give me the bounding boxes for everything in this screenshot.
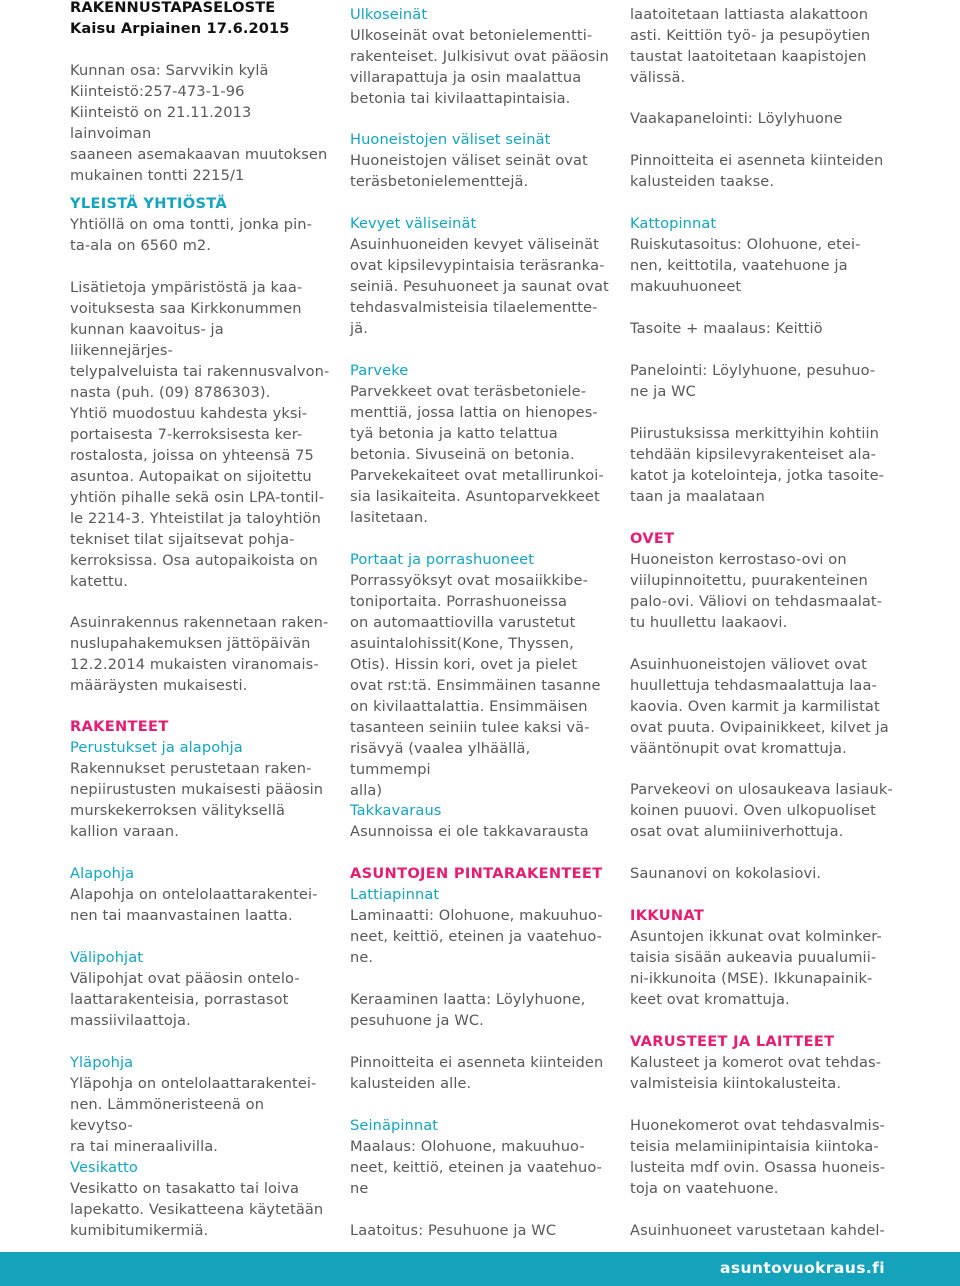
yleista-paragraph-2: Lisätietoja ympäristöstä ja kaa- voituksesta saa Kirkkonummen kunnan kaavoitus- ja liikennejärjes- telypalveluista tai rakennusvalvon- nasta (puh. (09) 8786303). [70,279,330,401]
ikkunat-paragraph-1: Asuntojen ikkunat ovat kolminker- taisia sisään aukeavia puualumii- ni-ikkunoita (MSE). Ikkunapainik- keet ovat kromattuja. [630,928,882,1008]
varusteet-paragraph-3: Asuinhuoneet varustetaan kahdel- [630,1222,885,1239]
valipohjat-text: Välipohjat ovat pääosin ontelo- laattarakenteisia, porrastasot massiivilaattoja. [70,970,300,1029]
ovet-paragraph-2: Asuinhuoneistojen väliovet ovat huullettuja tehdasmaalattuja laa- kaovia. Oven karmit ja karmilistat ovat puuta. Ovipainikkeet, kilvet ja vääntönupit ovat kromattuja. [630,656,889,757]
seinapinnat-paragraph-2: Laatoitus: Pesuhuone ja WC [350,1222,557,1239]
subheading-huoneistojen-seinat: Huoneistojen väliset seinät [350,131,551,148]
heading-varusteet: VARUSTEET JA LAITTEET [630,1033,835,1050]
yleista-paragraph-1: Yhtiöllä on oma tontti, jonka pin- ta-ala on 6560 m2. [70,216,313,254]
document-author-date: Kaisu Arpiainen 17.6.2015 [70,20,290,37]
subheading-seinapinnat: Seinäpinnat [350,1117,439,1134]
varusteet-paragraph-2: Huonekomerot ovat tehdasvalmis- teisia melamiinipintaisia kiintoka- lusteita mdf ovin. Osassa huoneis- toja on vaatehuone. [630,1117,886,1197]
kattopinnat-paragraph-4: Piirustuksissa merkittyihin kohtiin tehdään kipsilevyrakenteiset ala- katot ja kotelointeja, jotka tasoite- taan ja maalataan [630,425,885,505]
heading-ikkunat: IKKUNAT [630,907,705,924]
seinapinnat-paragraph-1: Maalaus: Olohuone, makuuhuo- neet, keittiö, eteinen ja vaatehuo- ne [350,1138,603,1197]
lattiapinnat-paragraph-2: Keraaminen laatta: Löylyhuone, pesuhuone ja WC. [350,991,586,1029]
kattopinnat-paragraph-1: Ruiskutasoitus: Olohuone, etei- nen, keittotila, vaatehuone ja makuuhuoneet [630,236,861,295]
parveke-text: Parvekkeet ovat teräsbetoniele- menttiä, jossa lattia on hienopes- tyä betonia ja katto telattua betonia. Sivuseinä on betonia. Parvekekaiteet ovat metallirunkoi- sia lasikaiteita. Asuntoparvekkeet lasitetaan. [350,383,604,526]
portaat-text: Porrassyöksyt ovat mosaiikkibe- toniportaita. Porrashuoneissa on automaattiovilla varustetut asuintalohissit(Kone, Thyssen, Otis). Hissin kori, ovet ja pielet ovat rst:tä. Ensimmäinen tasanne on kivilaattalattia. Ensimmäisen tasanteen seiniin tulee kaksi vä- risävyä (vaalea ylhäällä, tummempi alla) [350,572,601,799]
kattopinnat-paragraph-3: Panelointi: Löylyhuone, pesuhuo- ne ja WC [630,362,876,400]
huoneistojen-seinat-text: Huoneistojen väliset seinät ovat teräsbetonielementtejä. [350,152,588,190]
varusteet-paragraph-1: Kalusteet ja komerot ovat tehdas- valmisteisia kiintokalusteita. [630,1054,882,1092]
heading-ovet: OVET [630,530,675,547]
subheading-alapohja: Alapohja [70,865,135,882]
kevyet-valiseinat-text: Asuinhuoneiden kevyet väliseinät ovat kipsilevypintaisia teräsranka- seiniä. Pesuhuoneet ja saunat ovat tehdasvalmisteisia tilaelementte- jä. [350,236,609,337]
yleista-paragraph-4: Asuinrakennus rakennetaan raken- nuslupahakemuksen jättöpäivän 12.2.2014 mukaisten viranomais- määräysten mukaisesti. [70,614,329,694]
subheading-vesikatto: Vesikatto [70,1159,138,1176]
subheading-portaat: Portaat ja porrashuoneet [350,551,535,568]
lattiapinnat-paragraph-1: Laminaatti: Olohuone, makuuhuo- neet, keittiö, eteinen ja vaatehuo- ne. [350,907,603,966]
subheading-ulkoseinat: Ulkoseinät [350,6,428,23]
lattiapinnat-paragraph-3: Pinnoitteita ei asenneta kiinteiden kalusteiden alle. [350,1054,604,1092]
heading-yleista: YLEISTÄ YHTIÖSTÄ [70,195,227,212]
ovet-paragraph-4: Saunanovi on kokolasiovi. [630,865,822,882]
kattopinnat-paragraph-2: Tasoite + maalaus: Keittiö [630,320,823,337]
footer-bar [0,1252,960,1286]
subheading-ylapohja: Yläpohja [70,1054,134,1071]
yleista-paragraph-3: Yhtiö muodostuu kahdesta yksi- portaisesta 7-kerroksisesta ker- rostalosta, joissa on yhteensä 75 asuntoa. Autopaikat on sijoitettu yhtiön pihalle sekä osin LPA-tontil- le 2214-3. Yhteistilat ja taloyhtiön tekniset tilat sijaitsevat pohja- kerroksissa. Osa autopaikoista on katettu. [70,405,325,590]
subheading-lattiapinnat: Lattiapinnat [350,886,440,903]
document-title: RAKENNUSTAPASELOSTE [70,0,276,16]
subheading-valipohjat: Välipohjat [70,949,144,966]
ovet-paragraph-1: Huoneiston kerrostaso-ovi on viilupinnoitettu, puurakenteinen palo-ovi. Väliovi on tehdasmaalat- tu huullettu laakaovi. [630,551,883,631]
subheading-kevyet-valiseinat: Kevyet väliseinät [350,215,477,232]
seinapinnat-continued: laatoitetaan lattiasta alakattoon asti. Keittiön työ- ja pesupöytien taustat laatoitetaan kaapistojen välissä. [630,6,871,86]
alapohja-text: Alapohja on ontelolaattarakentei- nen tai maanvastainen laatta. [70,886,318,924]
vesikatto-text: Vesikatto on tasakatto tai loiva lapekatto. Vesikatteena käytetään kumibitumikermiä. [70,1180,324,1239]
property-info: Kunnan osa: Sarvvikin kylä Kiinteistö:257-473-1-96 Kiinteistö on 21.11.2013 lainvoiman saaneen asemakaavan muutoksen mukainen tontti 2215/1 [70,62,328,184]
vaakapanelointi-text: Vaakapanelointi: Löylyhuone [630,110,843,127]
heading-rakenteet: RAKENTEET [70,718,169,735]
ovet-paragraph-3: Parvekeovi on ulosaukeava lasiauk- koinen puuovi. Oven ulkopuoliset osat ovat alumiiniverhottuja. [630,781,893,840]
subheading-parveke: Parveke [350,362,409,379]
ylapohja-text: Yläpohja on ontelolaattarakentei- nen. Lämmöneristeenä on kevytso- ra tai mineraalivilla. [70,1075,317,1155]
takkavaraus-text: Asunnoissa ei ole takkavarausta [350,823,589,840]
subheading-kattopinnat: Kattopinnat [630,215,717,232]
subheading-perustukset: Perustukset ja alapohja [70,739,243,756]
footer-site-link[interactable]: asuntovuokraus.fi [719,1259,885,1277]
heading-pintarakenteet: ASUNTOJEN PINTARAKENTEET [350,865,603,882]
ulkoseinat-text: Ulkoseinät ovat betonielementti- rakenteiset. Julkisivut ovat pääosin villarapattuja ja osin maalattua betonia tai kivilaattapintaisia. [350,27,609,107]
subheading-takkavaraus: Takkavaraus [350,802,442,819]
perustukset-text: Rakennukset perustetaan raken- nepiirustusten mukaisesti pääosin murskekerroksen välityksellä kallion varaan. [70,760,324,840]
pinnoitteet-text: Pinnoitteita ei asenneta kiinteiden kalusteiden taakse. [630,152,884,190]
